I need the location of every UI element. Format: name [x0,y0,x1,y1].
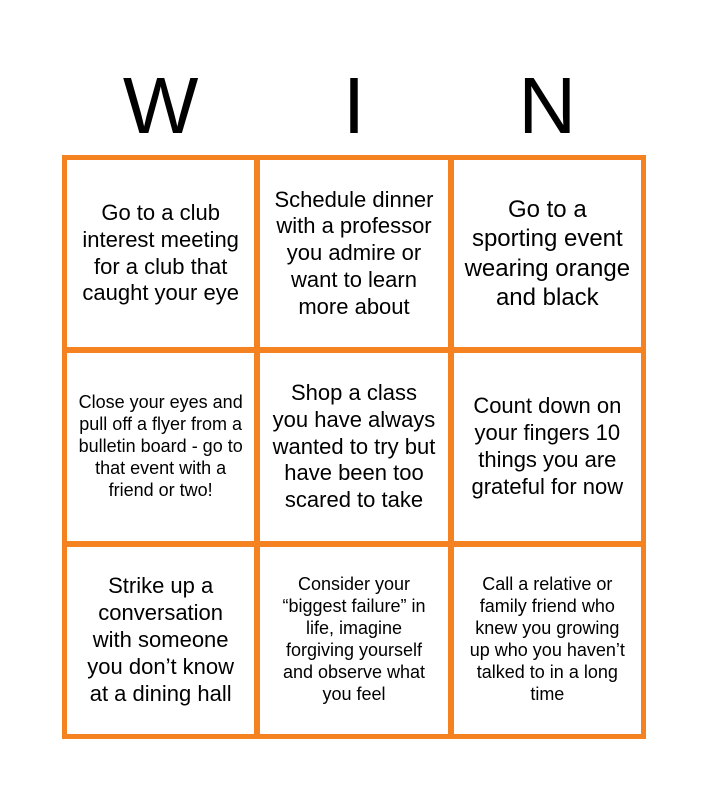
bingo-cell[interactable]: Count down on your fingers 10 things you are grateful for now [454,353,641,540]
bingo-board [62,155,646,739]
bingo-cell[interactable]: Go to a sporting event wearing orange and black [454,160,641,347]
bingo-cell[interactable]: Shop a class you have always wanted to try but have been too scared to take [260,353,447,540]
bingo-cell[interactable]: Go to a club interest meeting for a club that caught your eye [67,160,254,347]
bingo-cell[interactable]: Close your eyes and pull off a flyer from a bulletin board - go to that event with a friend or two! [67,353,254,540]
bingo-cell[interactable]: Consider your “biggest failure” in life, imagine forgiving yourself and observe what you feel [260,547,447,734]
header-letter-w: W [122,61,199,150]
bingo-cell[interactable]: Call a relative or family friend who knew you growing up who you haven’t talked to in a long time [454,547,641,734]
bingo-header [64,60,644,152]
header-letter-n: N [518,61,577,150]
header-letter-i: I [342,61,366,150]
bingo-cell[interactable]: Strike up a conversation with someone you don’t know at a dining hall [67,547,254,734]
bingo-cell[interactable]: Schedule dinner with a professor you admire or want to learn more about [260,160,447,347]
